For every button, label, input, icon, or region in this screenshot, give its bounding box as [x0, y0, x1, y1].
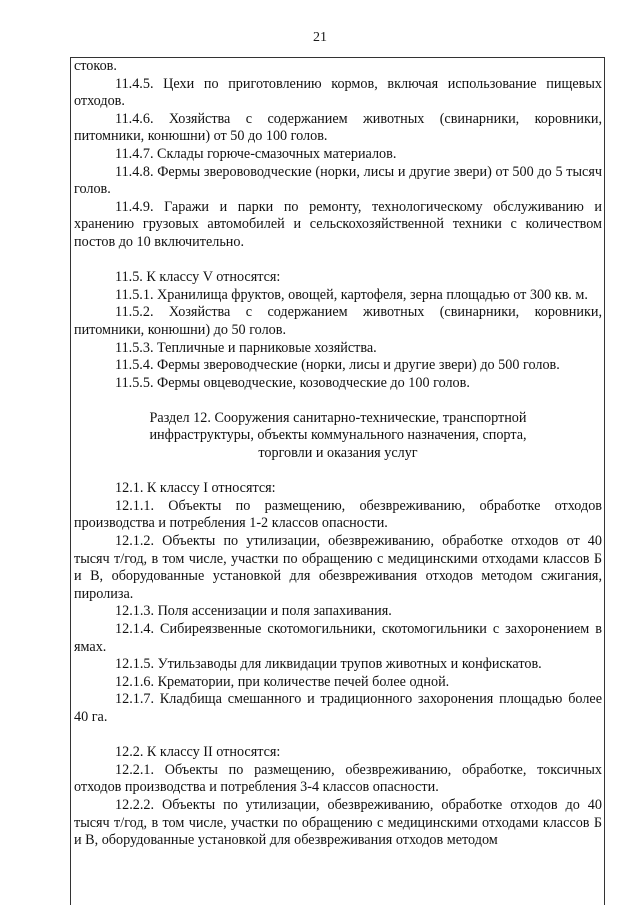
- paragraph: 12.1.5. Утильзаводы для ликвидации трупов животных и конфискатов.: [115, 656, 542, 673]
- paragraph: 11.5.2. Хозяйства с содержанием животных (свинарники, коровники, питомники, конюшни) до 50 голов.: [74, 304, 602, 338]
- paragraph: 11.5.3. Тепличные и парниковые хозяйства.: [115, 339, 377, 356]
- paragraph: 11.4.6. Хозяйства с содержанием животных (свинарники, коровники, питомники, конюшни) от 50 до 100 голов.: [74, 110, 602, 145]
- paragraph: 12.1.4. Сибиреязвенные скотомогильники, скотомогильники с захоронением в ямах.: [74, 621, 602, 655]
- paragraph: 12.1.1. Объекты по размещению, обезвреживанию, обработке отходов производства и потребления 1-2 классов опасности.: [74, 497, 602, 532]
- paragraph: 12.1.7. Кладбища смешанного и традиционного захоронения площадью более 40 га.: [74, 691, 602, 725]
- spacer: [74, 252, 602, 270]
- spacer: [74, 392, 602, 410]
- paragraph: 11.5.4. Фермы звероводческие (норки, лисы и другие звери) до 500 голов.: [115, 357, 560, 374]
- paragraph: 12.1.3. Поля ассенизации и поля запахивания.: [115, 603, 392, 620]
- paragraph: 12.2.2. Объекты по утилизации, обезвреживанию, обработке отходов до 40 тысяч т/год, в том числе, участки по обращению с медицинскими отходами классов Б и В, оборудованные установкой для обезвреживания отходов методом: [74, 796, 602, 849]
- paragraph: 11.5.1. Хранилища фруктов, овощей, картофеля, зерна площадью от 300 кв. м.: [115, 286, 588, 303]
- paragraph: 11.4.9. Гаражи и парки по ремонту, технологическому обслуживанию и хранению грузовых автомобилей и сельскохозяйственной техники с количеством постов до 10 включительно.: [74, 198, 602, 250]
- class-heading: 11.5. К классу V относятся:: [115, 269, 281, 286]
- paragraph: 11.4.8. Фермы зверововодческие (норки, лисы и другие звери) от 500 до 5 тысяч голов.: [74, 163, 602, 198]
- paragraph: стоков.: [74, 58, 117, 74]
- paragraph: 12.2.1. Объекты по размещению, обезвреживанию, обработке, токсичных отходов производства и потребления 3-4 классов опасности.: [74, 761, 602, 796]
- paragraph: 12.1.2. Объекты по утилизации, обезвреживанию, обработке отходов от 40 тысяч т/год, в том числе, участки по обращению с медицинскими отходами классов Б и В, оборудованные установкой для обезвреживания отходов методом сжигания, пиролиза.: [74, 533, 602, 602]
- class-heading: 12.2. К классу II относятся:: [115, 744, 281, 761]
- class-heading: 12.1. К классу I относятся:: [115, 480, 276, 497]
- paragraph: 12.1.6. Крематории, при количестве печей более одной.: [115, 673, 450, 690]
- spacer: [74, 727, 602, 745]
- spacer: [74, 463, 602, 481]
- paragraph: 11.4.5. Цехи по приготовлению кормов, включая использование пищевых отходов.: [74, 75, 602, 110]
- document-body: [74, 58, 602, 850]
- page-number: 21: [313, 30, 327, 45]
- paragraph: 11.5.5. Фермы овцеводческие, козоводческие до 100 голов.: [115, 374, 470, 391]
- section-heading: Раздел 12. Сооружения санитарно-технические, транспортной инфраструктуры, объекты коммунального назначения, спорта, торговли и оказания услуг: [149, 409, 527, 462]
- paragraph: 11.4.7. Склады горюче-смазочных материалов.: [115, 145, 397, 162]
